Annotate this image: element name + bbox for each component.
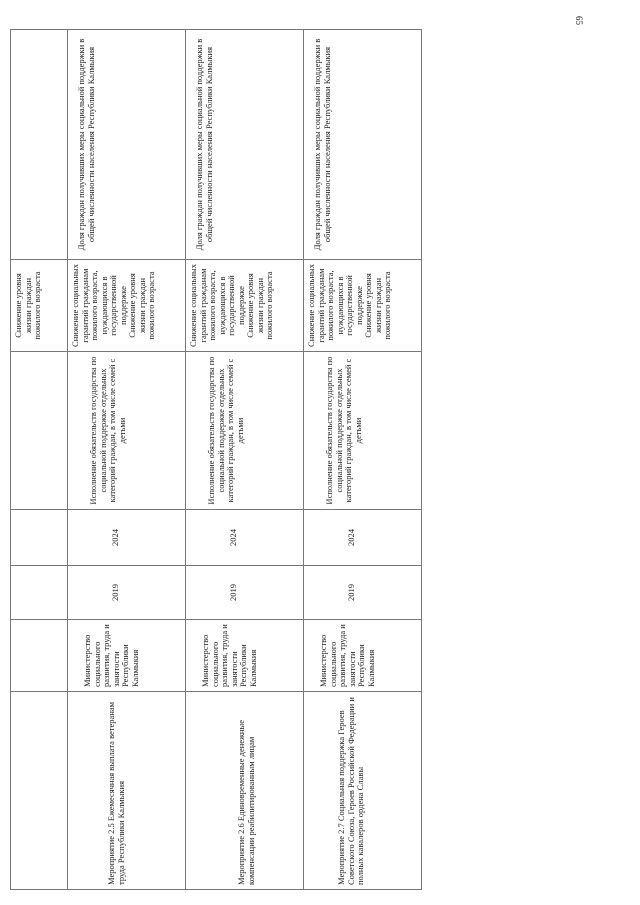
measure-cell: Мероприятие 2.6 Единовременные денежные компенсации реабилитированным лицам — [186, 692, 304, 890]
result-cell: Исполнение обязательств государства по социальной поддержке отдельных категорий граждан, в том числе семей с детьми — [304, 352, 422, 510]
table-row — [186, 30, 304, 890]
cell-empty — [11, 692, 68, 890]
measure-cell: Мероприятие 2.7 Социальная поддержка Героев Советского Союза, Героев Российской Федерации и полных кавалеров ордена Славы — [304, 692, 422, 890]
result-cell: Исполнение обязательств государства по социальной поддержке отдельных категорий граждан, в том числе семей с детьми — [68, 352, 186, 510]
cell-empty — [11, 620, 68, 692]
indicator-cell: Доля граждан получивших меры социальной поддержки в общей численности населения Республики Калмыкия — [186, 30, 304, 260]
table-container — [10, 30, 420, 890]
end-year-cell: 2024 — [304, 510, 422, 566]
cell-empty — [11, 510, 68, 566]
executor-cell: Министерство социального развития, труда и занятости Республики Калмыкия — [68, 620, 186, 692]
table-header-row — [11, 30, 68, 890]
start-year-cell: 2019 — [68, 566, 186, 620]
cell-empty — [11, 352, 68, 510]
indicator-cell: Доля граждан получивших меры социальной поддержки в общей численности населения Республики Калмыкия — [68, 30, 186, 260]
start-year-cell: 2019 — [186, 566, 304, 620]
consequence-cell: Снижение социальных гарантий гражданам пожилого возраста, нуждающихся в государственной поддержке Снижение уровня жизни граждан пожилого возраста — [304, 260, 422, 352]
executor-cell: Министерство социального развития, труда и занятости Республики Калмыкия — [304, 620, 422, 692]
result-cell: Исполнение обязательств государства по социальной поддержке отдельных категорий граждан, в том числе семей с детьми — [186, 352, 304, 510]
consequence-cell: Снижение социальных гарантий гражданам пожилого возраста, нуждающихся в государственной поддержке Снижение уровня жизни граждан пожилого возраста — [186, 260, 304, 352]
header-risk-cell: Снижение уровня жизни граждан пожилого возраста — [11, 260, 68, 352]
indicator-cell: Доля граждан получивших меры социальной поддержки в общей численности населения Республики Калмыкия — [304, 30, 422, 260]
table-row — [68, 30, 186, 890]
consequence-cell: Снижение социальных гарантий гражданам пожилого возраста, нуждающихся в государственной поддержке Снижение уровня жизни граждан пожилого возраста — [68, 260, 186, 352]
cell-empty — [11, 30, 68, 260]
end-year-cell: 2024 — [68, 510, 186, 566]
executor-cell: Министерство социального развития, труда и занятости Республики Калмыкия — [186, 620, 304, 692]
start-year-cell: 2019 — [304, 566, 422, 620]
measure-cell: Мероприятие 2.5 Ежемесячная выплата ветеранам труда Республики Калмыкия — [68, 692, 186, 890]
table-row — [304, 30, 422, 890]
cell-empty — [11, 566, 68, 620]
page-number: 65 — [574, 16, 584, 25]
measures-table — [10, 29, 422, 890]
end-year-cell: 2024 — [186, 510, 304, 566]
